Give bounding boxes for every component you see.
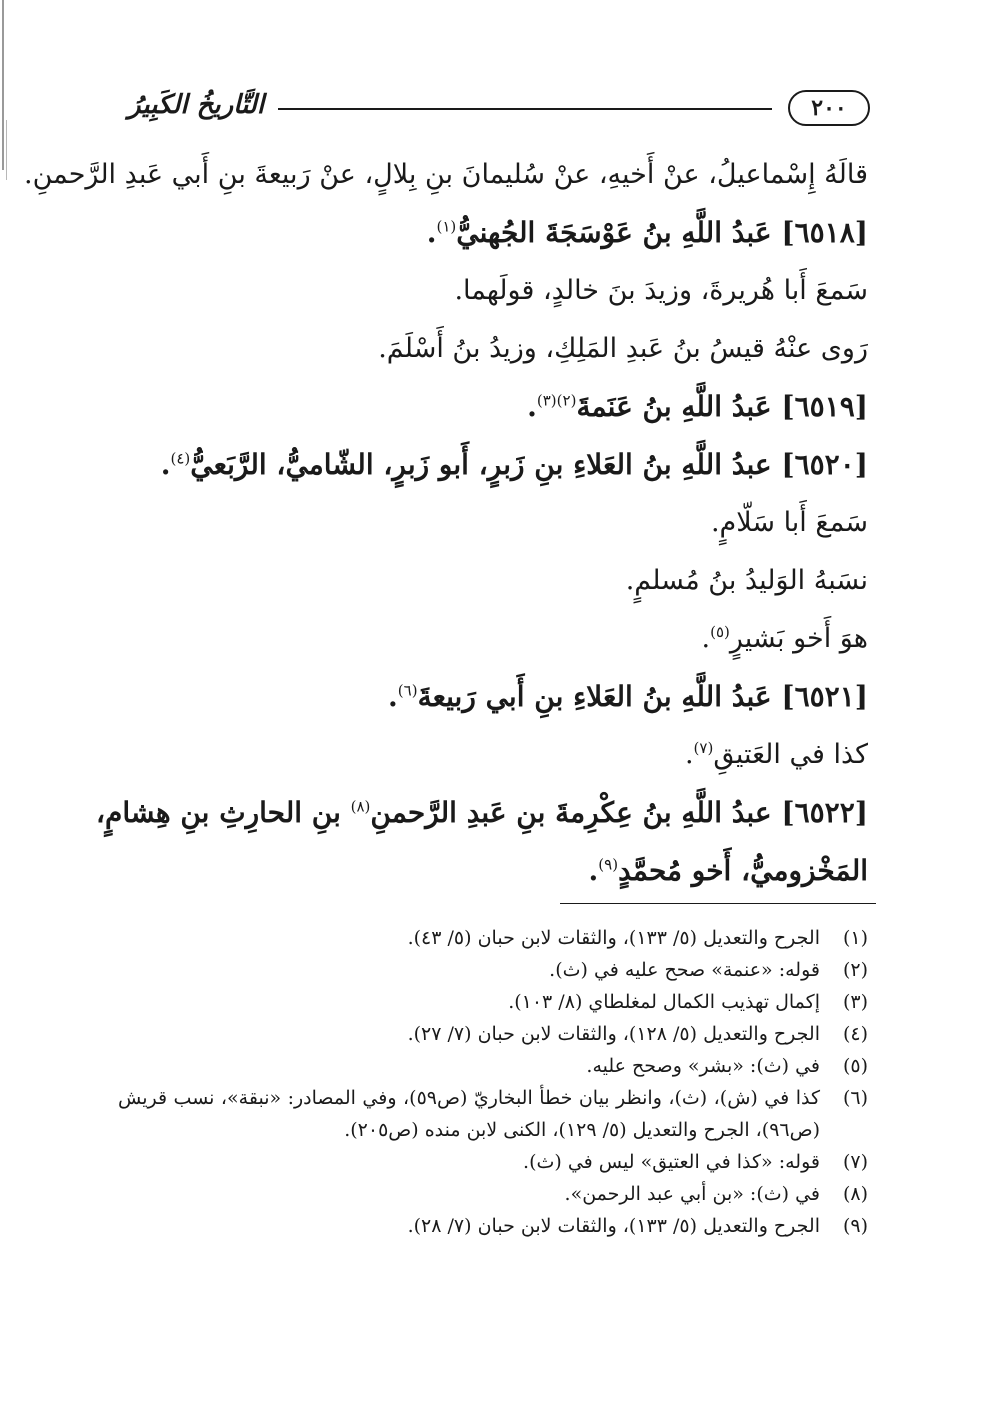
- footnote-number: (٢): [842, 959, 868, 981]
- book-title: التَّاريخُ الكَبِيرُ: [128, 90, 265, 120]
- entry-heading: [٦٥١٩] عَبدُ اللَّهِ بنُ عَنَمةَ$^{(٢)(٣)}$.: [527, 390, 868, 423]
- footnote-ref: (٤): [170, 449, 191, 468]
- footnotes: [118, 922, 868, 1242]
- main-text: [24, 146, 868, 900]
- footnote-text: في (ث): «بشر» وصحح عليه.: [586, 1055, 820, 1077]
- footnote-divider: [560, 903, 876, 904]
- footnote-number: (٦): [842, 1087, 868, 1109]
- footnote-number: (٣): [842, 991, 868, 1013]
- footnote: [118, 1082, 868, 1146]
- text-line: كذا في العَتيقِ$^{(٧)}$.: [684, 739, 868, 770]
- page-header: [128, 88, 870, 132]
- footnote-ref: (٨): [350, 797, 371, 816]
- text-line: نسَبهُ الوَليدُ بنُ مُسلمٍ.: [625, 565, 868, 596]
- page-number: ٢٠٠: [788, 90, 870, 126]
- footnote: [118, 1018, 868, 1050]
- footnote-text: الجرح والتعديل (٥/ ١٣٣)، والثقات لابن حبان (٧/ ٢٨).: [407, 1215, 820, 1237]
- footnote-number: (٨): [842, 1183, 868, 1205]
- header-rule: [278, 108, 772, 110]
- entry-heading: [٦٥١٨] عَبدُ اللَّهِ بنُ عَوْسَجَةَ الجُهنيُّ$^{(١)}$.: [426, 216, 868, 249]
- entry-heading: [٦٥٢٠] عبدُ اللَّهِ بنُ العَلاءِ بنِ زَبرٍ، أَبو زَبرٍ، الشّاميُّ، الرَّبَعيُّ$^{(٤)}$.: [160, 448, 868, 481]
- footnote-ref: (٩): [598, 855, 619, 874]
- footnote: [118, 1178, 868, 1210]
- entry-heading: [٦٥٢١] عَبدُ اللَّهِ بنُ العَلاءِ بنِ أَبي رَبيعةَ$^{(٦)}$.: [388, 680, 868, 713]
- footnote-ref: (٥): [710, 623, 730, 641]
- footnote: [118, 1146, 868, 1178]
- footnote: [118, 954, 868, 986]
- footnote-ref: (٦): [397, 681, 418, 700]
- footnote: [118, 1050, 868, 1082]
- entry-heading-continued: المَخْزوميُّ، أَخو مُحمَّدٍ$^{(٩)}$.: [588, 854, 868, 887]
- footnote: [118, 1210, 868, 1242]
- footnote-text: قوله: «كذا في العتيق» ليس في (ث).: [523, 1151, 820, 1173]
- footnote-text: الجرح والتعديل (٥/ ١٢٨)، والثقات لابن حبان (٧/ ٢٧).: [407, 1023, 820, 1045]
- footnote-ref: (٧): [693, 739, 714, 757]
- footnote-text: في (ث): «بن أبي عبد الرحمن».: [564, 1183, 820, 1205]
- scan-edge-mark: [6, 120, 7, 180]
- footnote-number: (٩): [842, 1215, 868, 1237]
- footnote-text: كذا في (ش)، (ث)، وانظر بيان خطأ البخاريّ (ص٥٩)، وفي المصادر: «نبقة»، نسب قريش (ص٩٦)، الجرح والتعديل (٥/ ١٢٩)، الكنى لابن منده (ص٢٠٥).: [118, 1087, 820, 1141]
- text-line: هوَ أَخو بَشيرٍ$^{(٥)}$.: [701, 623, 868, 654]
- footnote-text: قوله: «عنمة» صحح عليه في (ث).: [549, 959, 820, 981]
- footnote-number: (٤): [842, 1023, 868, 1045]
- entry-heading: [٦٥٢٢] عبدُ اللَّهِ بنُ عِكْرِمةَ بنِ عَبدِ الرَّحمنِ$^{(٨)}$ بنِ الحارِثِ بنِ هِشامٍ،: [95, 796, 868, 829]
- text-line: رَوى عنْهُ قيسُ بنُ عَبدِ المَلِكِ، وزيدُ بنُ أَسْلَمَ.: [378, 333, 868, 364]
- text-line: سَمعَ أَبا هُريرةَ، وزيدَ بنَ خالدٍ، قولَهما.: [454, 275, 868, 306]
- footnote: [118, 922, 868, 954]
- footnote-number: (٧): [842, 1151, 868, 1173]
- text-line: سَمعَ أَبا سَلّامٍ.: [710, 507, 868, 538]
- footnote-number: (٥): [842, 1055, 868, 1077]
- scan-edge-mark: [2, 0, 4, 170]
- footnote-number: (١): [842, 927, 868, 949]
- footnote-ref: (١): [436, 217, 457, 236]
- footnote-text: إكمال تهذيب الكمال لمغلطاي (٨/ ١٠٣).: [508, 991, 820, 1013]
- footnote: [118, 986, 868, 1018]
- footnote-ref: (٢)(٣): [536, 391, 577, 410]
- text-line: قالَهُ إِسْماعيلُ، عنْ أَخيهِ، عنْ سُليمانَ بنِ بِلالٍ، عنْ رَبيعةَ بنِ أَبي عَبدِ الرَّحمنِ.: [24, 159, 868, 190]
- footnote-text: الجرح والتعديل (٥/ ١٣٣)، والثقات لابن حبان (٥/ ٤٣).: [407, 927, 820, 949]
